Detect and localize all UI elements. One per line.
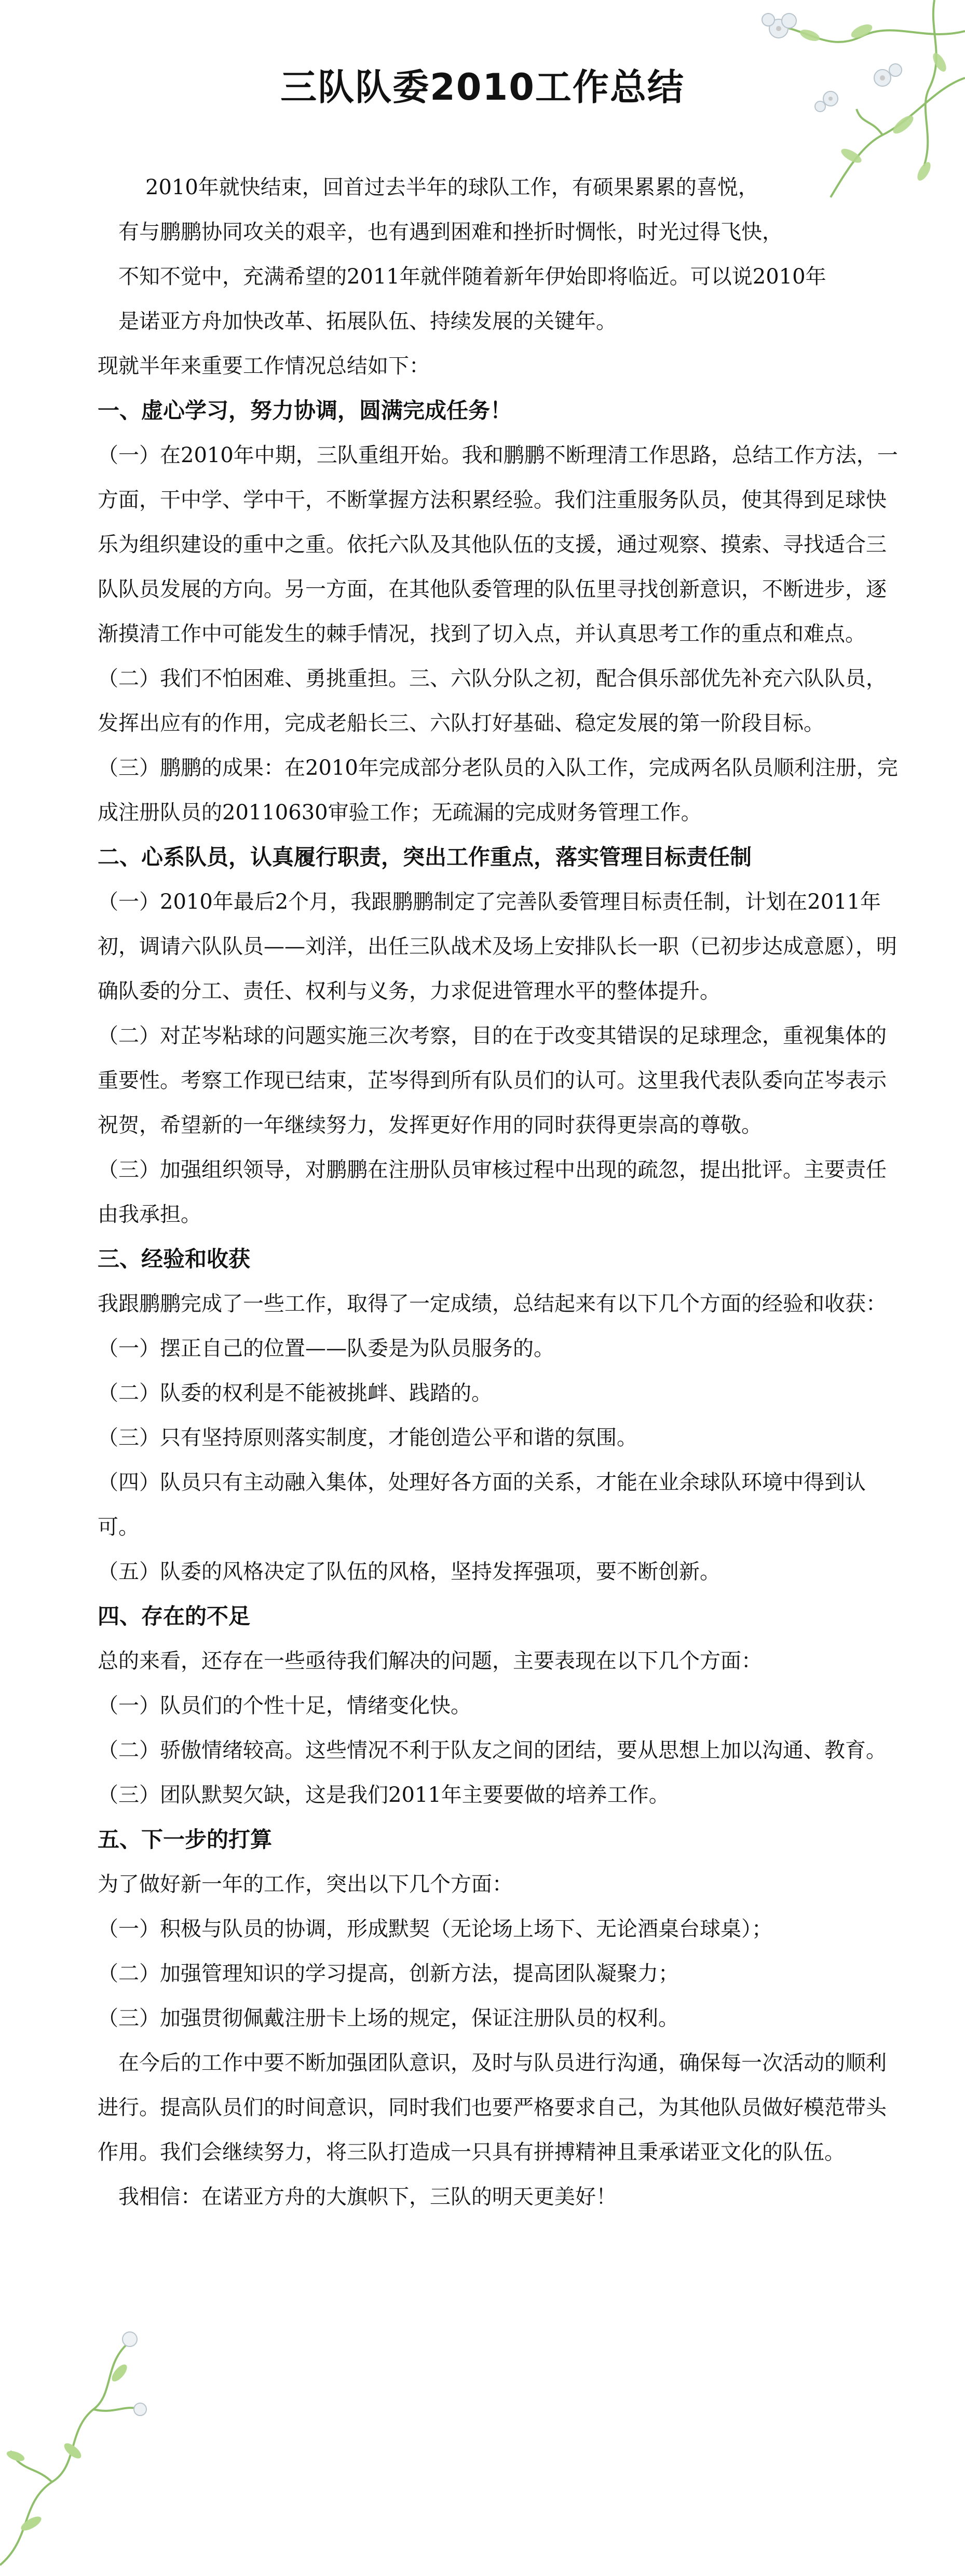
- section-lead: 为了做好新一年的工作，突出以下几个方面：: [98, 1872, 513, 1896]
- final-statement: 我相信：在诺亚方舟的大旗帜下，三队的明天更美好！: [118, 2185, 617, 2209]
- list-item: （三）加强贯彻佩戴注册卡上场的规定，保证注册队员的权利。: [98, 2006, 679, 2030]
- section-heading: 四、存在的不足: [98, 1603, 251, 1629]
- section-paragraph: （二）我们不怕困难、勇挑重担。三、六队分队之初，配合俱乐部优先补充六队队员，发挥出应有的作用，完成老船长三、六队打好基础、稳定发展的第一阶段目标。: [98, 667, 887, 735]
- list-item: （二）队委的权利是不能被挑衅、践踏的。: [98, 1381, 492, 1405]
- intro-line: 有与鹏鹏协同攻关的艰辛，也有遇到困难和挫折时惆怅，时光过得飞快，: [118, 220, 783, 244]
- floral-decoration-bottom: [0, 2295, 218, 2576]
- list-item: （三）团队默契欠缺，这是我们2011年主要要做的培养工作。: [98, 1783, 670, 1807]
- section-lead: 总的来看，还存在一些亟待我们解决的问题，主要表现在以下几个方面：: [98, 1649, 762, 1673]
- list-item: （四）队员只有主动融入集体，处理好各方面的关系，才能在业余球队环境中得到认可。: [98, 1471, 866, 1539]
- section-paragraph: （二）对芷岑粘球的问题实施三次考察，目的在于改变其错误的足球理念，重视集体的重要性。考察工作现已结束，芷岑得到所有队员们的认可。这里我代表队委向芷岑表示祝贺，希望新的一年继续努力，发挥更好作用的同时获得更崇高的尊敬。: [98, 1024, 887, 1137]
- section-heading: 三、经验和收获: [98, 1246, 251, 1272]
- list-item: （五）队委的风格决定了队伍的风格，坚持发挥强项，要不断创新。: [98, 1560, 721, 1584]
- list-item: （一）积极与队员的协调，形成默契（无论场上场下、无论酒桌台球桌）；: [98, 1917, 772, 1941]
- section-paragraph: （三）加强组织领导，对鹏鹏在注册队员审核过程中出现的疏忽，提出批评。主要责任由我承担。: [98, 1158, 887, 1226]
- section-paragraph: （三）鹏鹏的成果：在2010年完成部分老队员的入队工作，完成两名队员顺利注册，完成注册队员的20110630审验工作；无疏漏的完成财务管理工作。: [98, 756, 898, 825]
- section-lead: 我跟鹏鹏完成了一些工作，取得了一定成绩，总结起来有以下几个方面的经验和收获：: [98, 1292, 887, 1316]
- list-item: （一）队员们的个性十足，情绪变化快。: [98, 1694, 471, 1718]
- section-paragraph: （一）在2010年中期，三队重组开始。我和鹏鹏不断理清工作思路，总结工作方法，一方面，干中学、学中干，不断掌握方法积累经验。我们注重服务队员，使其得到足球快乐为组织建设的重中之重。依托六队及其他队伍的支援，通过观察、摸索、寻找适合三队队员发展的方向。另一方面，在其他队委管理的队伍里寻找创新意识，不断进步，逐渐摸清工作中可能发生的棘手情况，找到了切入点，并认真思考工作的重点和难点。: [98, 443, 898, 646]
- list-item: （二）骄傲情绪较高。这些情况不利于队友之间的团结，要从思想上加以沟通、教育。: [98, 1738, 887, 1762]
- section-heading: 二、心系队员，认真履行职责，突出工作重点，落实管理目标责任制: [98, 844, 752, 870]
- section-heading: 一、虚心学习，努力协调，圆满完成任务！: [98, 398, 512, 423]
- intro-line: 是诺亚方舟加快改革、拓展队伍、持续发展的关键年。: [118, 309, 617, 333]
- section-heading: 五、下一步的打算: [98, 1827, 273, 1852]
- list-item: （一）摆正自己的位置——队委是为队员服务的。: [98, 1337, 554, 1360]
- intro-line: 2010年就快结束，回首过去半年的球队工作，有硕果累累的喜悦，: [145, 176, 759, 199]
- intro-line: 不知不觉中，充满希望的2011年就伴随着新年伊始即将临近。可以说2010年: [118, 265, 826, 289]
- list-item: （三）只有坚持原则落实制度，才能创造公平和谐的氛围。: [98, 1426, 637, 1450]
- intro-line: 现就半年来重要工作情况总结如下：: [98, 354, 430, 378]
- closing-paragraph: 在今后的工作中要不断加强团队意识，及时与队员进行沟通，确保每一次活动的顺利进行。提高队员们的时间意识，同时我们也要严格要求自己，为其他队员做好模范带头作用。我们会继续努力，将三队打造成一只具有拼搏精神且秉承诺亚文化的队伍。: [98, 2051, 887, 2164]
- list-item: （二）加强管理知识的学习提高，创新方法，提高团队凝聚力；: [98, 1962, 679, 1986]
- document-body: [98, 165, 902, 2219]
- document-title: 三队队委2010工作总结: [280, 66, 685, 109]
- section-paragraph: （一）2010年最后2个月，我跟鹏鹏制定了完善队委管理目标责任制，计划在2011年初，调请六队队员——刘洋，出任三队战术及场上安排队长一职（已初步达成意愿），明确队委的分工、责任、权利与义务，力求促进管理水平的整体提升。: [98, 890, 897, 1003]
